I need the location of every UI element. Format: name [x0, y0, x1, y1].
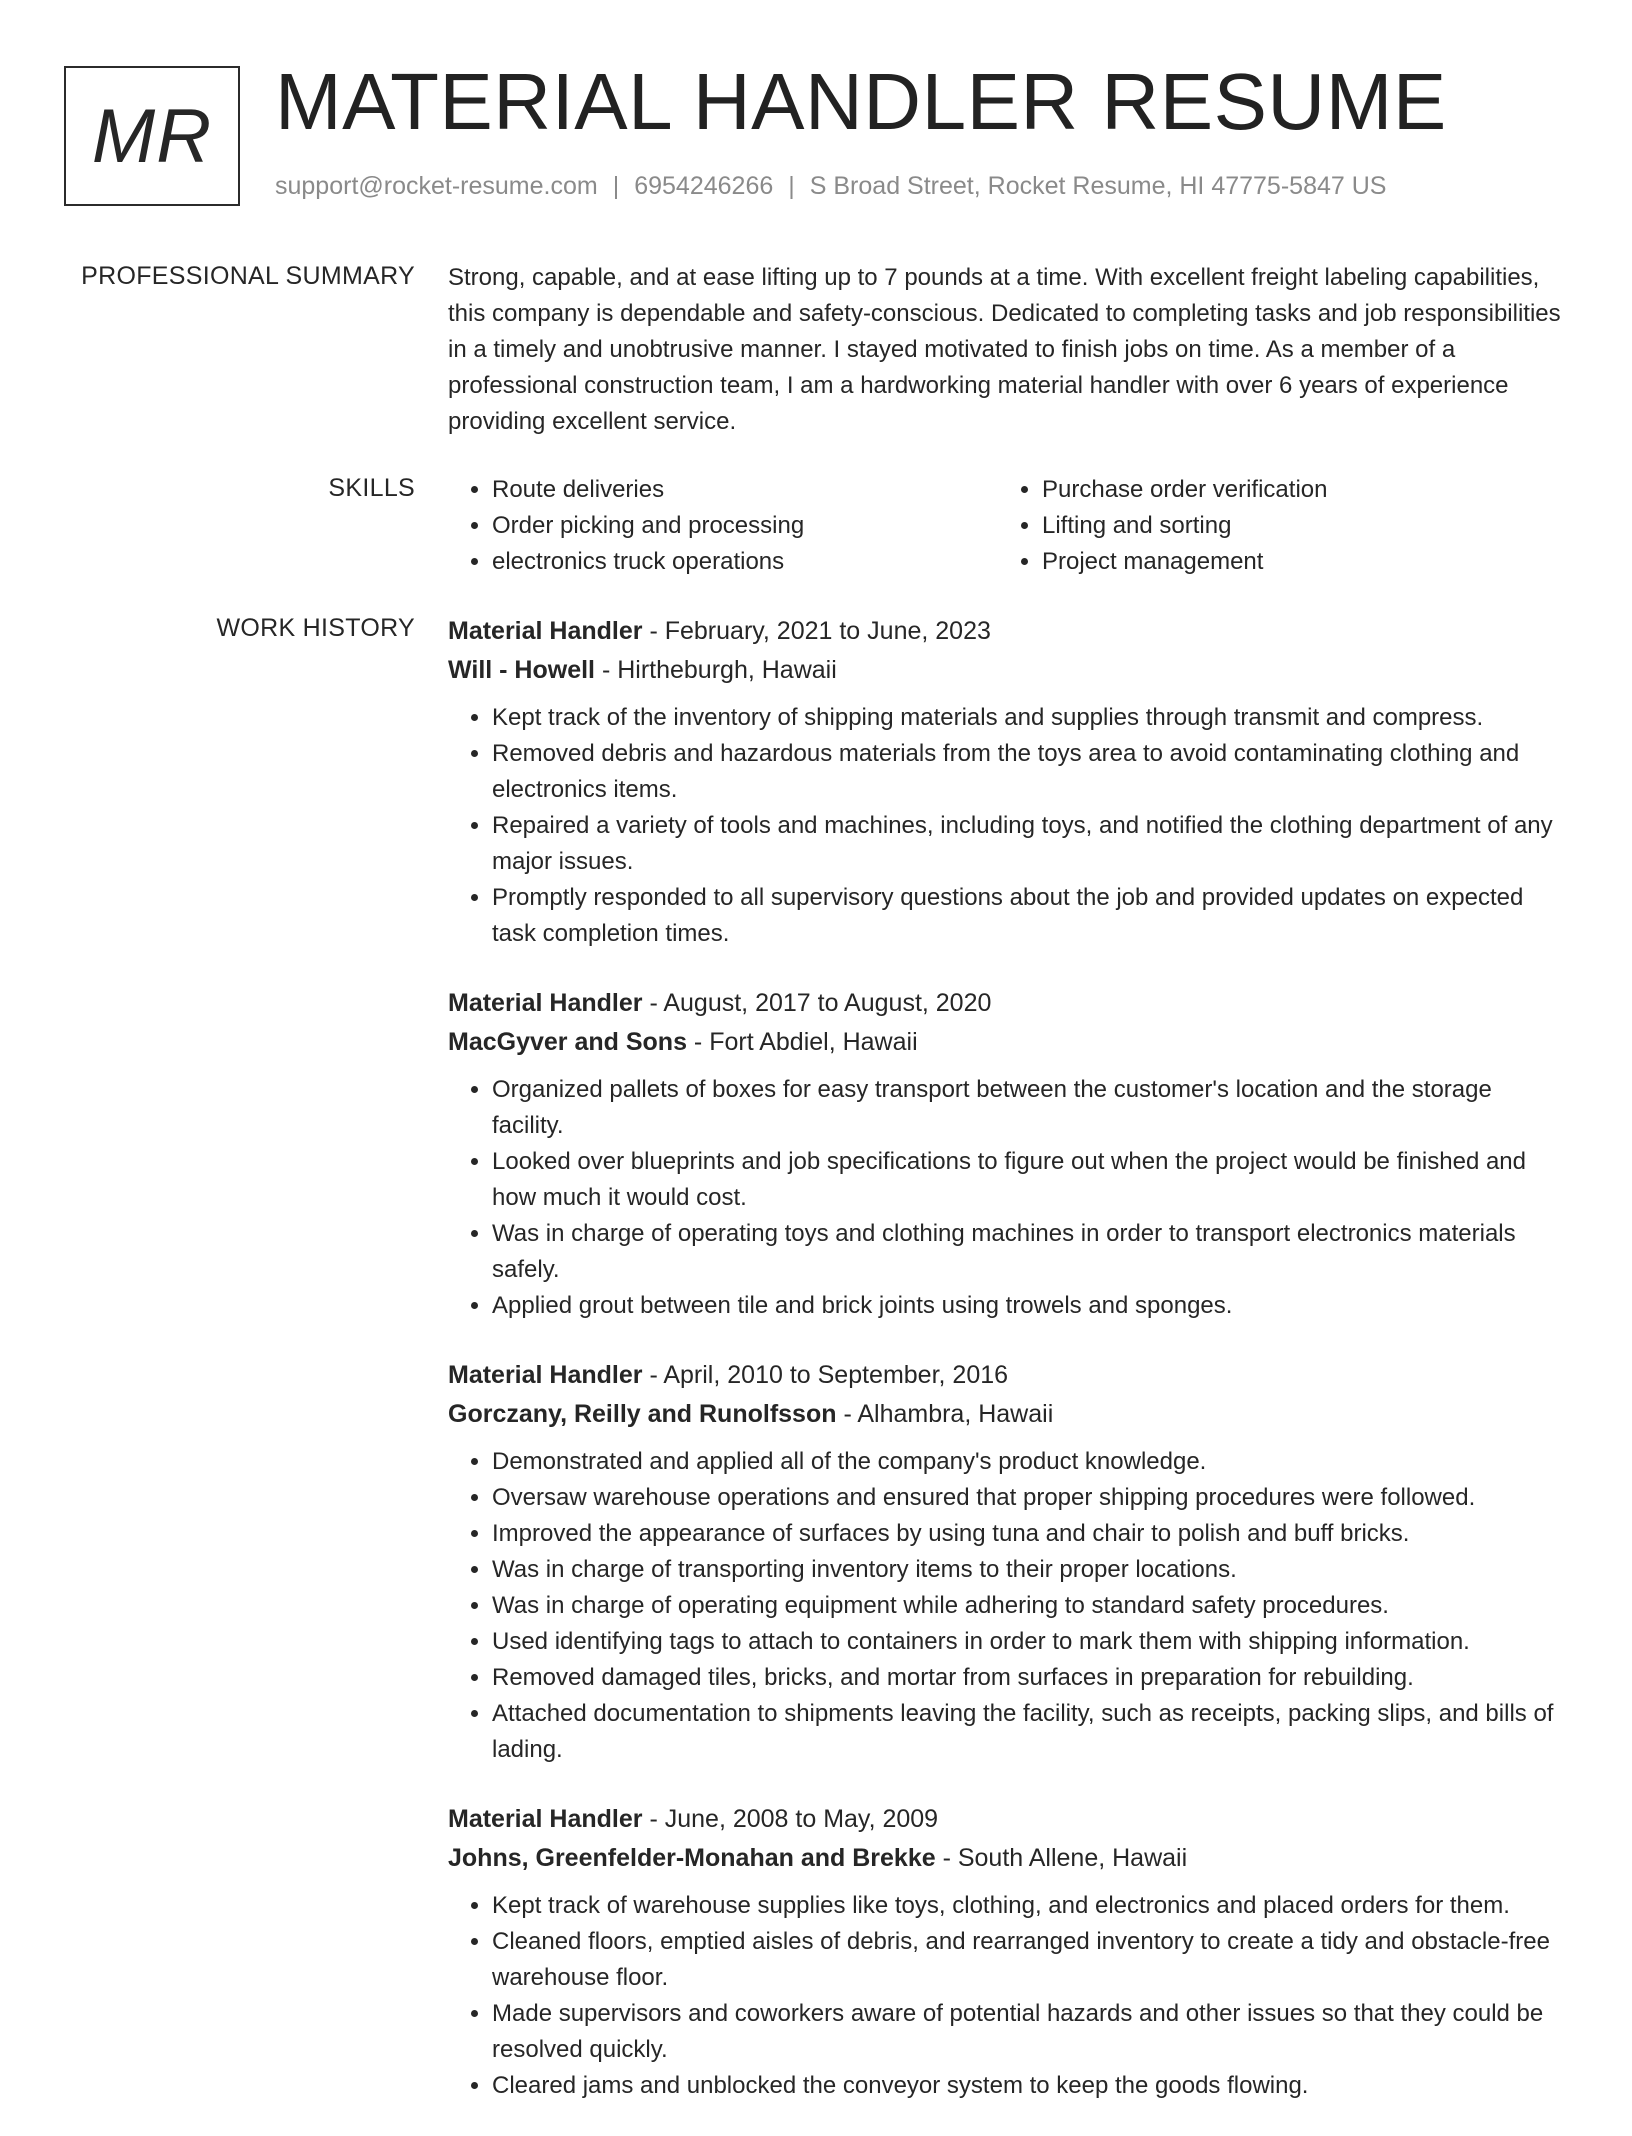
skill-item: • Purchase order verification — [1042, 472, 1548, 508]
list-item: • Promptly responded to all supervisory questions about the job and provided updates on expected task completion times. — [492, 880, 1568, 952]
list-item: • Demonstrated and applied all of the company's product knowledge. — [492, 1444, 1568, 1480]
job-title: Material Handler — [448, 617, 643, 645]
job-location: - Fort Abdiel, Hawaii — [686, 1028, 918, 1056]
monogram-logo: MR — [64, 66, 240, 206]
list-item: • Looked over blueprints and job specifications to figure out when the project would be finished and how much it would cost. — [492, 1144, 1568, 1216]
job-title-line — [448, 1800, 1568, 1838]
job-entry — [448, 1356, 1568, 1768]
skills-heading: SKILLS — [328, 474, 415, 502]
list-item: • Made supervisors and coworkers aware of potential hazards and other issues so that they could be resolved quickly. — [492, 1996, 1568, 2068]
job-duties — [448, 1444, 1568, 1768]
skills-column-left — [448, 472, 998, 580]
skills-column-right — [998, 472, 1548, 580]
contact-separator: | — [788, 172, 795, 200]
job-dates: - June, 2008 to May, 2009 — [642, 1805, 939, 1833]
list-item: • Was in charge of operating equipment while adhering to standard safety procedures. — [492, 1588, 1568, 1624]
list-item: • Removed debris and hazardous materials from the toys area to avoid contaminating clothing and electronics items. — [492, 736, 1568, 808]
contact-line — [275, 172, 1386, 201]
list-item: • Applied grout between tile and brick joints using trowels and sponges. — [492, 1288, 1568, 1324]
skill-item: • electronics truck operations — [492, 544, 998, 580]
skill-item: • Project management — [1042, 544, 1548, 580]
job-dates: - April, 2010 to September, 2016 — [642, 1361, 1009, 1389]
job-entry — [448, 984, 1568, 1324]
job-company-line — [448, 1394, 1568, 1434]
list-item: • Organized pallets of boxes for easy transport between the customer's location and the storage facility. — [492, 1072, 1568, 1144]
list-item: • Oversaw warehouse operations and ensured that proper shipping procedures were followed. — [492, 1480, 1568, 1516]
list-item: • Kept track of warehouse supplies like toys, clothing, and electronics and placed orders for them. — [492, 1888, 1568, 1924]
job-entry — [448, 1800, 1568, 2104]
job-company-line — [448, 1838, 1568, 1878]
list-item: • Removed damaged tiles, bricks, and mortar from surfaces in preparation for rebuilding. — [492, 1660, 1568, 1696]
list-item: • Used identifying tags to attach to containers in order to mark them with shipping information. — [492, 1624, 1568, 1660]
job-company-line — [448, 1022, 1568, 1062]
job-company: Will - Howell — [448, 656, 595, 684]
job-title-line — [448, 984, 1568, 1022]
contact-email: support@rocket-resume.com — [275, 172, 598, 200]
job-title: Material Handler — [448, 1361, 643, 1389]
job-dates: - August, 2017 to August, 2020 — [642, 989, 992, 1017]
contact-separator: | — [612, 172, 620, 200]
summary-text: Strong, capable, and at ease lifting up to 7 pounds at a time. With excellent freight labeling capabilities, this company is dependable and safety-conscious. Dedicated to completing tasks and job responsibilities in a timely and unobtrusive manner. I stayed motivated to finish jobs on time. As a member of a professional construction team, I am a hardworking material handler with over 6 years of experience providing excellent service. — [448, 264, 1561, 435]
page-title: MATERIAL HANDLER RESUME — [275, 57, 1447, 146]
work-history — [448, 612, 1568, 2136]
job-title-line — [448, 612, 1568, 650]
list-item: • Repaired a variety of tools and machines, including toys, and notified the clothing department of any major issues. — [492, 808, 1568, 880]
contact-phone: 6954246266 — [634, 172, 774, 200]
skill-item: • Order picking and processing — [492, 508, 998, 544]
contact-address: S Broad Street, Rocket Resume, HI 47775-5847 US — [809, 172, 1387, 200]
list-item: • Was in charge of operating toys and clothing machines in order to transport electronics materials safely. — [492, 1216, 1568, 1288]
list-item: • Cleaned floors, emptied aisles of debris, and rearranged inventory to create a tidy and obstacle-free warehouse floor. — [492, 1924, 1568, 1996]
list-item: • Was in charge of transporting inventory items to their proper locations. — [492, 1552, 1568, 1588]
skills-list — [448, 472, 1568, 580]
job-company: Johns, Greenfelder-Monahan and Brekke — [448, 1844, 936, 1872]
job-title: Material Handler — [448, 989, 643, 1017]
job-title-line — [448, 1356, 1568, 1394]
summary-heading: PROFESSIONAL SUMMARY — [81, 262, 415, 290]
job-company: Gorczany, Reilly and Runolfsson — [448, 1400, 837, 1428]
job-duties — [448, 1888, 1568, 2104]
list-item: • Attached documentation to shipments leaving the facility, such as receipts, packing slips, and bills of lading. — [492, 1696, 1568, 1768]
job-dates: - February, 2021 to June, 2023 — [642, 617, 991, 645]
job-duties — [448, 1072, 1568, 1324]
job-company-line — [448, 650, 1568, 690]
job-company: MacGyver and Sons — [448, 1028, 687, 1056]
skill-item: • Route deliveries — [492, 472, 998, 508]
list-item: • Improved the appearance of surfaces by using tuna and chair to polish and buff bricks. — [492, 1516, 1568, 1552]
job-location: - Alhambra, Hawaii — [836, 1400, 1054, 1428]
job-location: - South Allene, Hawaii — [935, 1844, 1188, 1872]
work-history-heading: WORK HISTORY — [216, 614, 415, 642]
skill-item: • Lifting and sorting — [1042, 508, 1548, 544]
list-item: • Cleared jams and unblocked the conveyor system to keep the goods flowing. — [492, 2068, 1568, 2104]
job-location: - Hirtheburgh, Hawaii — [595, 656, 837, 684]
job-duties — [448, 700, 1568, 952]
list-item: • Kept track of the inventory of shipping materials and supplies through transmit and compress. — [492, 700, 1568, 736]
job-title: Material Handler — [448, 1805, 643, 1833]
job-entry — [448, 612, 1568, 952]
